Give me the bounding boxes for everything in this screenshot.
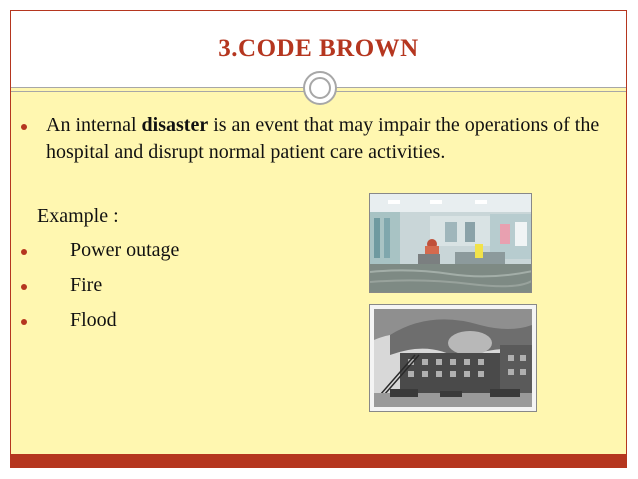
- slide: [10, 10, 627, 468]
- burning-building-photo: [369, 304, 537, 412]
- flooded-hospital-photo: [369, 193, 532, 293]
- footer-accent-bar: [11, 454, 626, 467]
- list-item-power-outage: Power outage: [70, 239, 180, 261]
- bullet-icon: [21, 319, 27, 325]
- definition-paragraph: [46, 112, 616, 166]
- burning-building-image: [370, 305, 536, 411]
- bullet-icon: [21, 124, 27, 130]
- slide-title: 3.CODE BROWN: [218, 35, 419, 62]
- example-label: Example :: [37, 205, 119, 227]
- bullet-icon: [21, 249, 27, 255]
- paragraph-bold-term: disaster: [141, 114, 209, 136]
- paragraph-suffix: is an event that may impair the operations of the hospital and disrupt normal patient care activities.: [46, 114, 600, 163]
- list-item-flood: Flood: [70, 309, 117, 331]
- bullet-icon: [21, 284, 27, 290]
- list-item-fire: Fire: [70, 274, 103, 296]
- paragraph-prefix: An internal: [46, 114, 142, 136]
- flooded-hospital-image: [370, 194, 532, 293]
